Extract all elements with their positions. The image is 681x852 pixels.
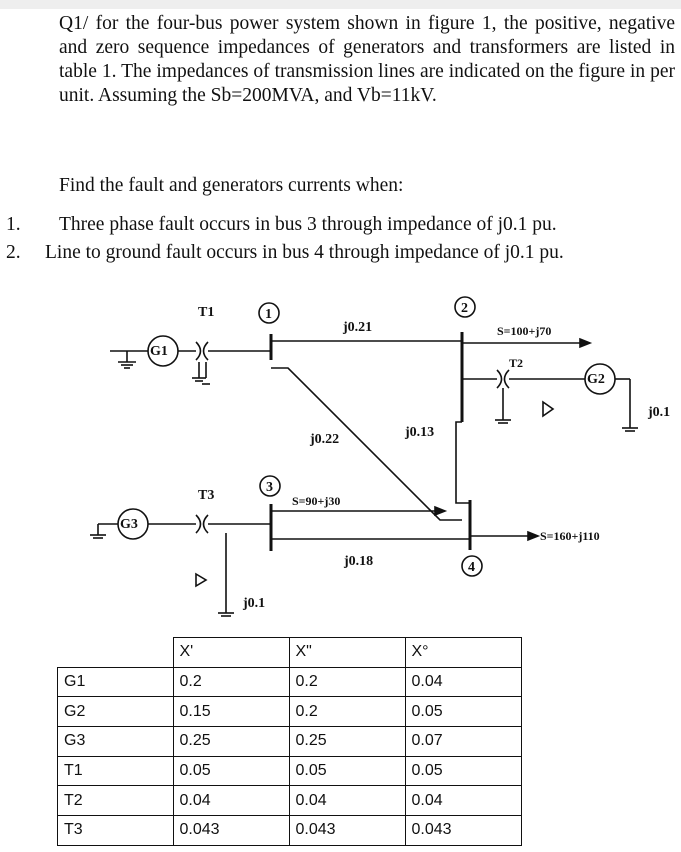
delta-arrow: [196, 574, 206, 586]
bus-3-number: 3: [266, 480, 273, 495]
table-cell: 0.2: [173, 667, 289, 697]
table-cell: G1: [58, 667, 174, 697]
table-cell: 0.04: [405, 667, 521, 697]
table-cell: 0.07: [405, 727, 521, 757]
table-header-cell: X°: [405, 638, 521, 668]
table-cell: T3: [58, 816, 174, 846]
table-cell: 0.05: [173, 756, 289, 786]
table-cell: 0.04: [405, 786, 521, 816]
g1-label: G1: [150, 344, 168, 359]
transformer-t1: [196, 342, 208, 360]
table-cell: 0.25: [173, 727, 289, 757]
table-row: [58, 786, 522, 816]
bus-2-number: 2: [461, 301, 468, 316]
table-cell: 0.043: [405, 816, 521, 846]
table-cell: T2: [58, 786, 174, 816]
item-text: Line to ground fault occurs in bus 4 through impedance of j0.1 pu.: [45, 242, 564, 263]
line-3-4-label: j0.18: [344, 554, 374, 569]
line-1-4-label: j0.22: [310, 432, 340, 447]
load-bus3-label: S=90+j30: [292, 494, 341, 508]
table-cell: 0.05: [405, 697, 521, 727]
line-1-2-label: j0.21: [343, 320, 373, 335]
load-bus2-label: S=100+j70: [497, 324, 552, 338]
g2-ground-impedance: j0.1: [648, 405, 671, 420]
table-header-cell: X": [289, 638, 405, 668]
table-cell: G3: [58, 727, 174, 757]
ground-symbol: [118, 351, 136, 368]
power-system-diagram: [0, 280, 681, 632]
t2-label: T2: [509, 356, 524, 370]
find-prompt: Find the fault and generators currents when:: [59, 175, 404, 196]
t1-label: T1: [198, 305, 215, 320]
transformer-t2: [497, 370, 509, 388]
table-cell: T1: [58, 756, 174, 786]
g3-label: G3: [120, 517, 138, 532]
line-2-4-label: j0.13: [405, 425, 435, 440]
table-cell: 0.04: [289, 786, 405, 816]
table-cell: 0.043: [173, 816, 289, 846]
table-header-cell: [58, 638, 174, 668]
table-row: [58, 816, 522, 846]
transformer-t3: [196, 515, 208, 533]
table-row: [58, 697, 522, 727]
table-cell: 0.25: [289, 727, 405, 757]
table-header-row: [58, 638, 522, 668]
table-cell: 0.04: [173, 786, 289, 816]
line-2-4: [456, 422, 470, 503]
question-text: Q1/ for the four-bus power system shown in figure 1, the positive, negative and zero sequence impedances of generators and transformers are listed in table 1. The impedances of transmission lines are indicated on the figure in per unit. Assuming the Sb=200MVA, and Vb=11kV.: [59, 13, 675, 106]
table-cell: 0.05: [405, 756, 521, 786]
g2-label: G2: [587, 372, 605, 387]
table-row: [58, 667, 522, 697]
table-cell: 0.043: [289, 816, 405, 846]
table-row: [58, 756, 522, 786]
top-edge: [0, 0, 681, 9]
bus-1-number: 1: [265, 307, 272, 322]
table-row: [58, 727, 522, 757]
item-text: Three phase fault occurs in bus 3 through impedance of j0.1 pu.: [59, 214, 557, 235]
table-header-cell: X': [173, 638, 289, 668]
table-cell: G2: [58, 697, 174, 727]
t3-ground-impedance: j0.1: [243, 596, 266, 611]
table-cell: 0.2: [289, 667, 405, 697]
table-cell: 0.2: [289, 697, 405, 727]
load-bus4-label: S=160+j110: [540, 529, 600, 543]
item-number: 2.: [6, 242, 21, 263]
t3-label: T3: [198, 488, 215, 503]
table-cell: 0.05: [289, 756, 405, 786]
delta-arrow: [543, 402, 553, 416]
item-number: 1.: [6, 214, 21, 235]
bus-4-number: 4: [468, 560, 475, 575]
table-cell: 0.15: [173, 697, 289, 727]
impedance-table: [57, 637, 522, 846]
